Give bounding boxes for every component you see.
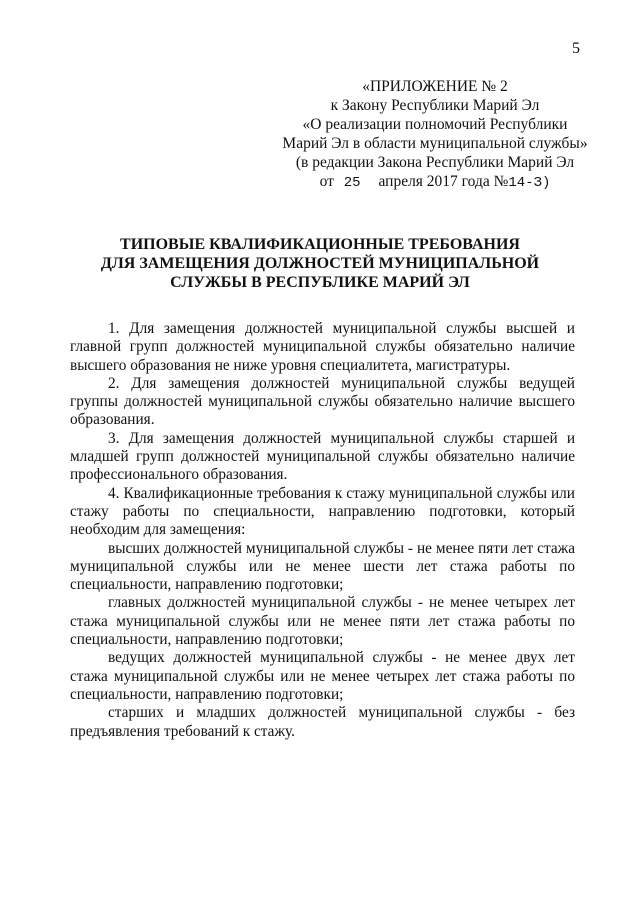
appendix-line: к Закону Республики Марий Эл — [330, 97, 540, 114]
title-line: ТИПОВЫЕ КВАЛИФИКАЦИОННЫЕ ТРЕБОВАНИЯ — [120, 236, 520, 253]
appendix-line: (в редакции Закона Республики Марий Эл — [295, 154, 575, 171]
appendix-line: Марий Эл в области муниципальной службы» — [282, 135, 588, 152]
law-number: 14-З) — [508, 175, 551, 191]
title-line: ДЛЯ ЗАМЕЩЕНИЯ ДОЛЖНОСТЕЙ МУНИЦИПАЛЬНОЙ — [100, 255, 540, 272]
appendix-date-line — [270, 172, 600, 193]
paragraph: ведущих должностей муниципальной службы - не менее двух лет стажа муниципальной службы или не менее четырех лет стажа работы по специальности, направлению подготовки; — [70, 649, 575, 703]
document-body — [70, 320, 575, 741]
appendix-header — [270, 77, 600, 193]
appendix-line: «ПРИЛОЖЕНИЕ № 2 — [362, 78, 508, 95]
paragraph: 2. Для замещения должностей муниципальной службы ведущей группы должностей муниципальной службы обязательно наличие высшего образования. — [70, 374, 575, 429]
date-day: 25 — [343, 175, 361, 191]
title-line: СЛУЖБЫ В РЕСПУБЛИКЕ МАРИЙ ЭЛ — [170, 274, 470, 291]
page-number: 5 — [572, 40, 580, 57]
paragraph: высших должностей муниципальной службы - не менее пяти лет стажа муниципальной службы или не менее шести лет стажа работы по специальности, направлению подготовки; — [70, 539, 575, 594]
paragraph: старших и младших должностей муниципальной службы - без предъявления требований к стажу. — [70, 704, 575, 740]
appendix-line: «О реализации полномочий Республики — [302, 116, 568, 133]
paragraph: 4. Квалификационные требования к стажу муниципальной службы или стажу работы по специальности, направлению подготовки, который необходим для замещения: — [70, 484, 575, 539]
document-title — [70, 235, 570, 292]
paragraph: 1. Для замещения должностей муниципальной службы высшей и главной групп должностей муниципальной службы обязательно наличие высшего образования не ниже уровня специалитета, магистратуры. — [70, 320, 575, 374]
paragraph: 3. Для замещения должностей муниципальной службы старшей и младшей групп должностей муниципальной службы обязательно наличие профессионального образования. — [70, 429, 575, 484]
date-month-year: апреля 2017 года № — [378, 173, 509, 190]
paragraph: главных должностей муниципальной службы - не менее четырех лет стажа муниципальной службы или не менее пяти лет стажа работы по специальности, направлению подготовки; — [70, 594, 575, 649]
date-prefix: от — [319, 173, 334, 190]
